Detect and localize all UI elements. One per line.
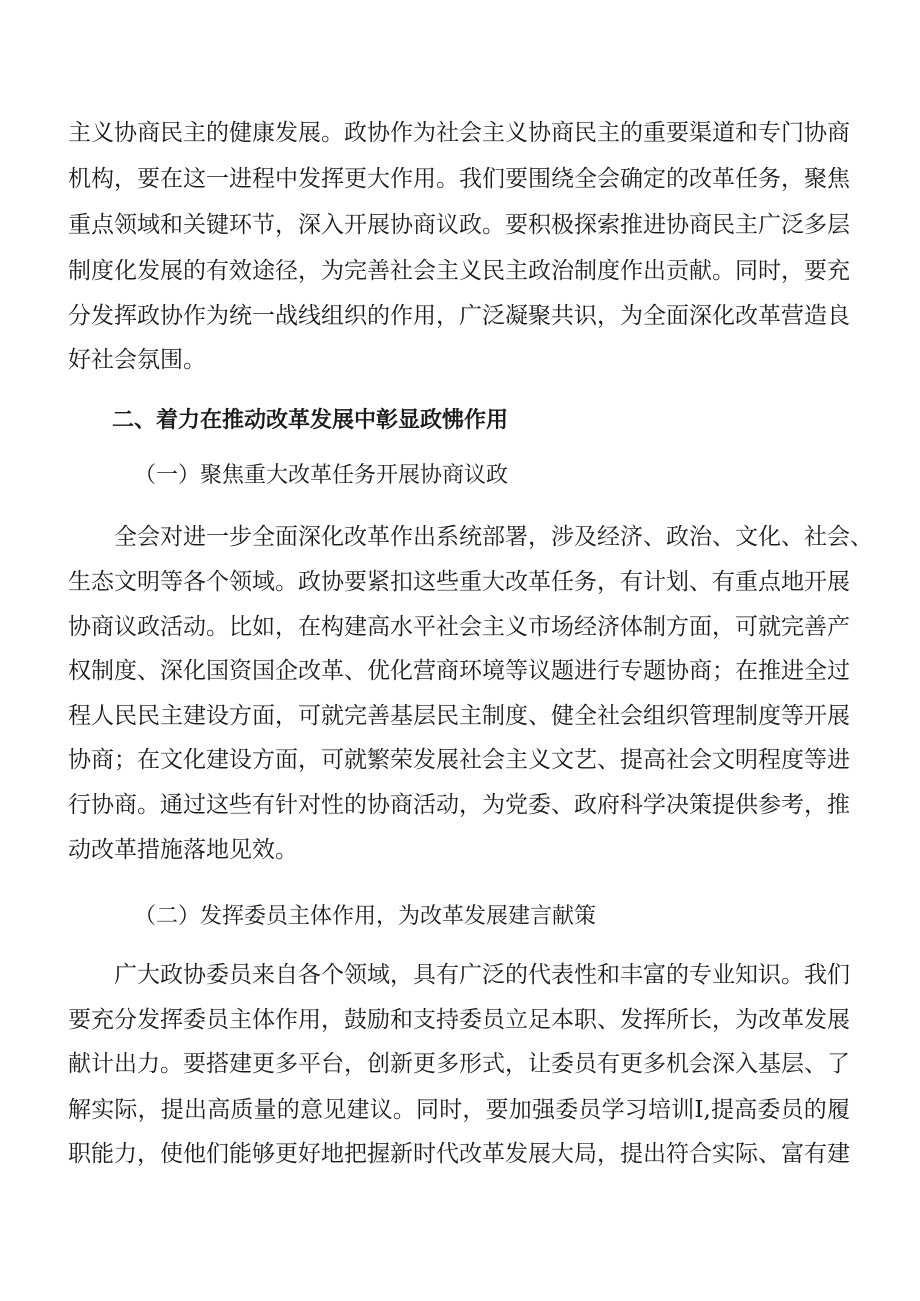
subsection1-line-3: 协商议政活动。比如，在构建高水平社会主义市场经济体制方面，可就完善产 [68, 614, 850, 640]
subsection1-line-8: 动改革措施落地见效。 [68, 837, 298, 863]
paragraph1-line-4: 制度化发展的有效途径，为完善社会主义民主政治制度作出贡献。同时，要充 [68, 258, 850, 284]
subsection2-line-1: 广大政协委员来自各个领域，具有广泛的代表性和丰富的专业知识。我们 [114, 962, 850, 988]
subsection2-line-3: 献计出力。要搭建更多平台，创新更多形式，让委员有更多机会深入基层、了 [68, 1051, 850, 1077]
subsection2-line-5: 职能力，使他们能够更好地把握新时代改革发展大局，提出符合实际、富有建 [68, 1141, 850, 1167]
paragraph1-line-6: 好社会氛围。 [68, 347, 206, 373]
paragraph1-line-5: 分发挥政协作为统一战线组织的作用，广泛凝聚共识，为全面深化改革营造良 [68, 303, 850, 329]
subsection2-line-4: 解实际，提出高质量的意见建议。同时，要加强委员学习培训I,提高委员的履 [68, 1097, 850, 1123]
subsection1-title: （一）聚焦重大改革任务开展协商议政 [134, 463, 509, 488]
paragraph1-line-1: 主义协商民主的健康发展。政协作为社会主义协商民主的重要渠道和专门协商 [68, 120, 850, 146]
subsection2-line-2: 要充分发挥委员主体作用，鼓励和支持委员立足本职、发挥所长，为改革发展 [68, 1007, 850, 1033]
subsection1-line-1: 全会对进一步全面深化改革作出系统部署，涉及经济、政治、文化、社会、 [114, 524, 873, 550]
subsection1-line-4: 权制度、深化国资国企改革、优化营商环境等议题进行专题协商；在推进全过 [68, 658, 850, 684]
subsection1-line-5: 程人民民主建设方面，可就完善基层民主制度、健全社会组织管理制度等开展 [68, 703, 850, 729]
subsection1-line-2: 生态文明等各个领域。政协要紧扣这些重大改革任务，有计划、有重点地开展 [68, 569, 850, 595]
paragraph1-line-3: 重点领域和关键环节，深入开展协商议政。要积极探索推进协商民主广泛多层 [68, 212, 850, 238]
section-heading: 二、着力在推动改革发展中彰显政怫作用 [112, 408, 509, 433]
subsection1-line-6: 协商；在文化建设方面，可就繁荣发展社会主义文艺、提高社会文明程度等进 [68, 747, 850, 773]
subsection1-line-7: 行协商。通过这些有针对性的协商活动，为党委、政府科学决策提供参考，推 [68, 792, 850, 818]
paragraph1-line-2: 机构，要在这一进程中发挥更大作用。我们要围绕全会确定的改革任务，聚焦 [68, 166, 850, 192]
subsection2-title: （二）发挥委员主体作用，为改革发展建言献策 [134, 904, 597, 929]
